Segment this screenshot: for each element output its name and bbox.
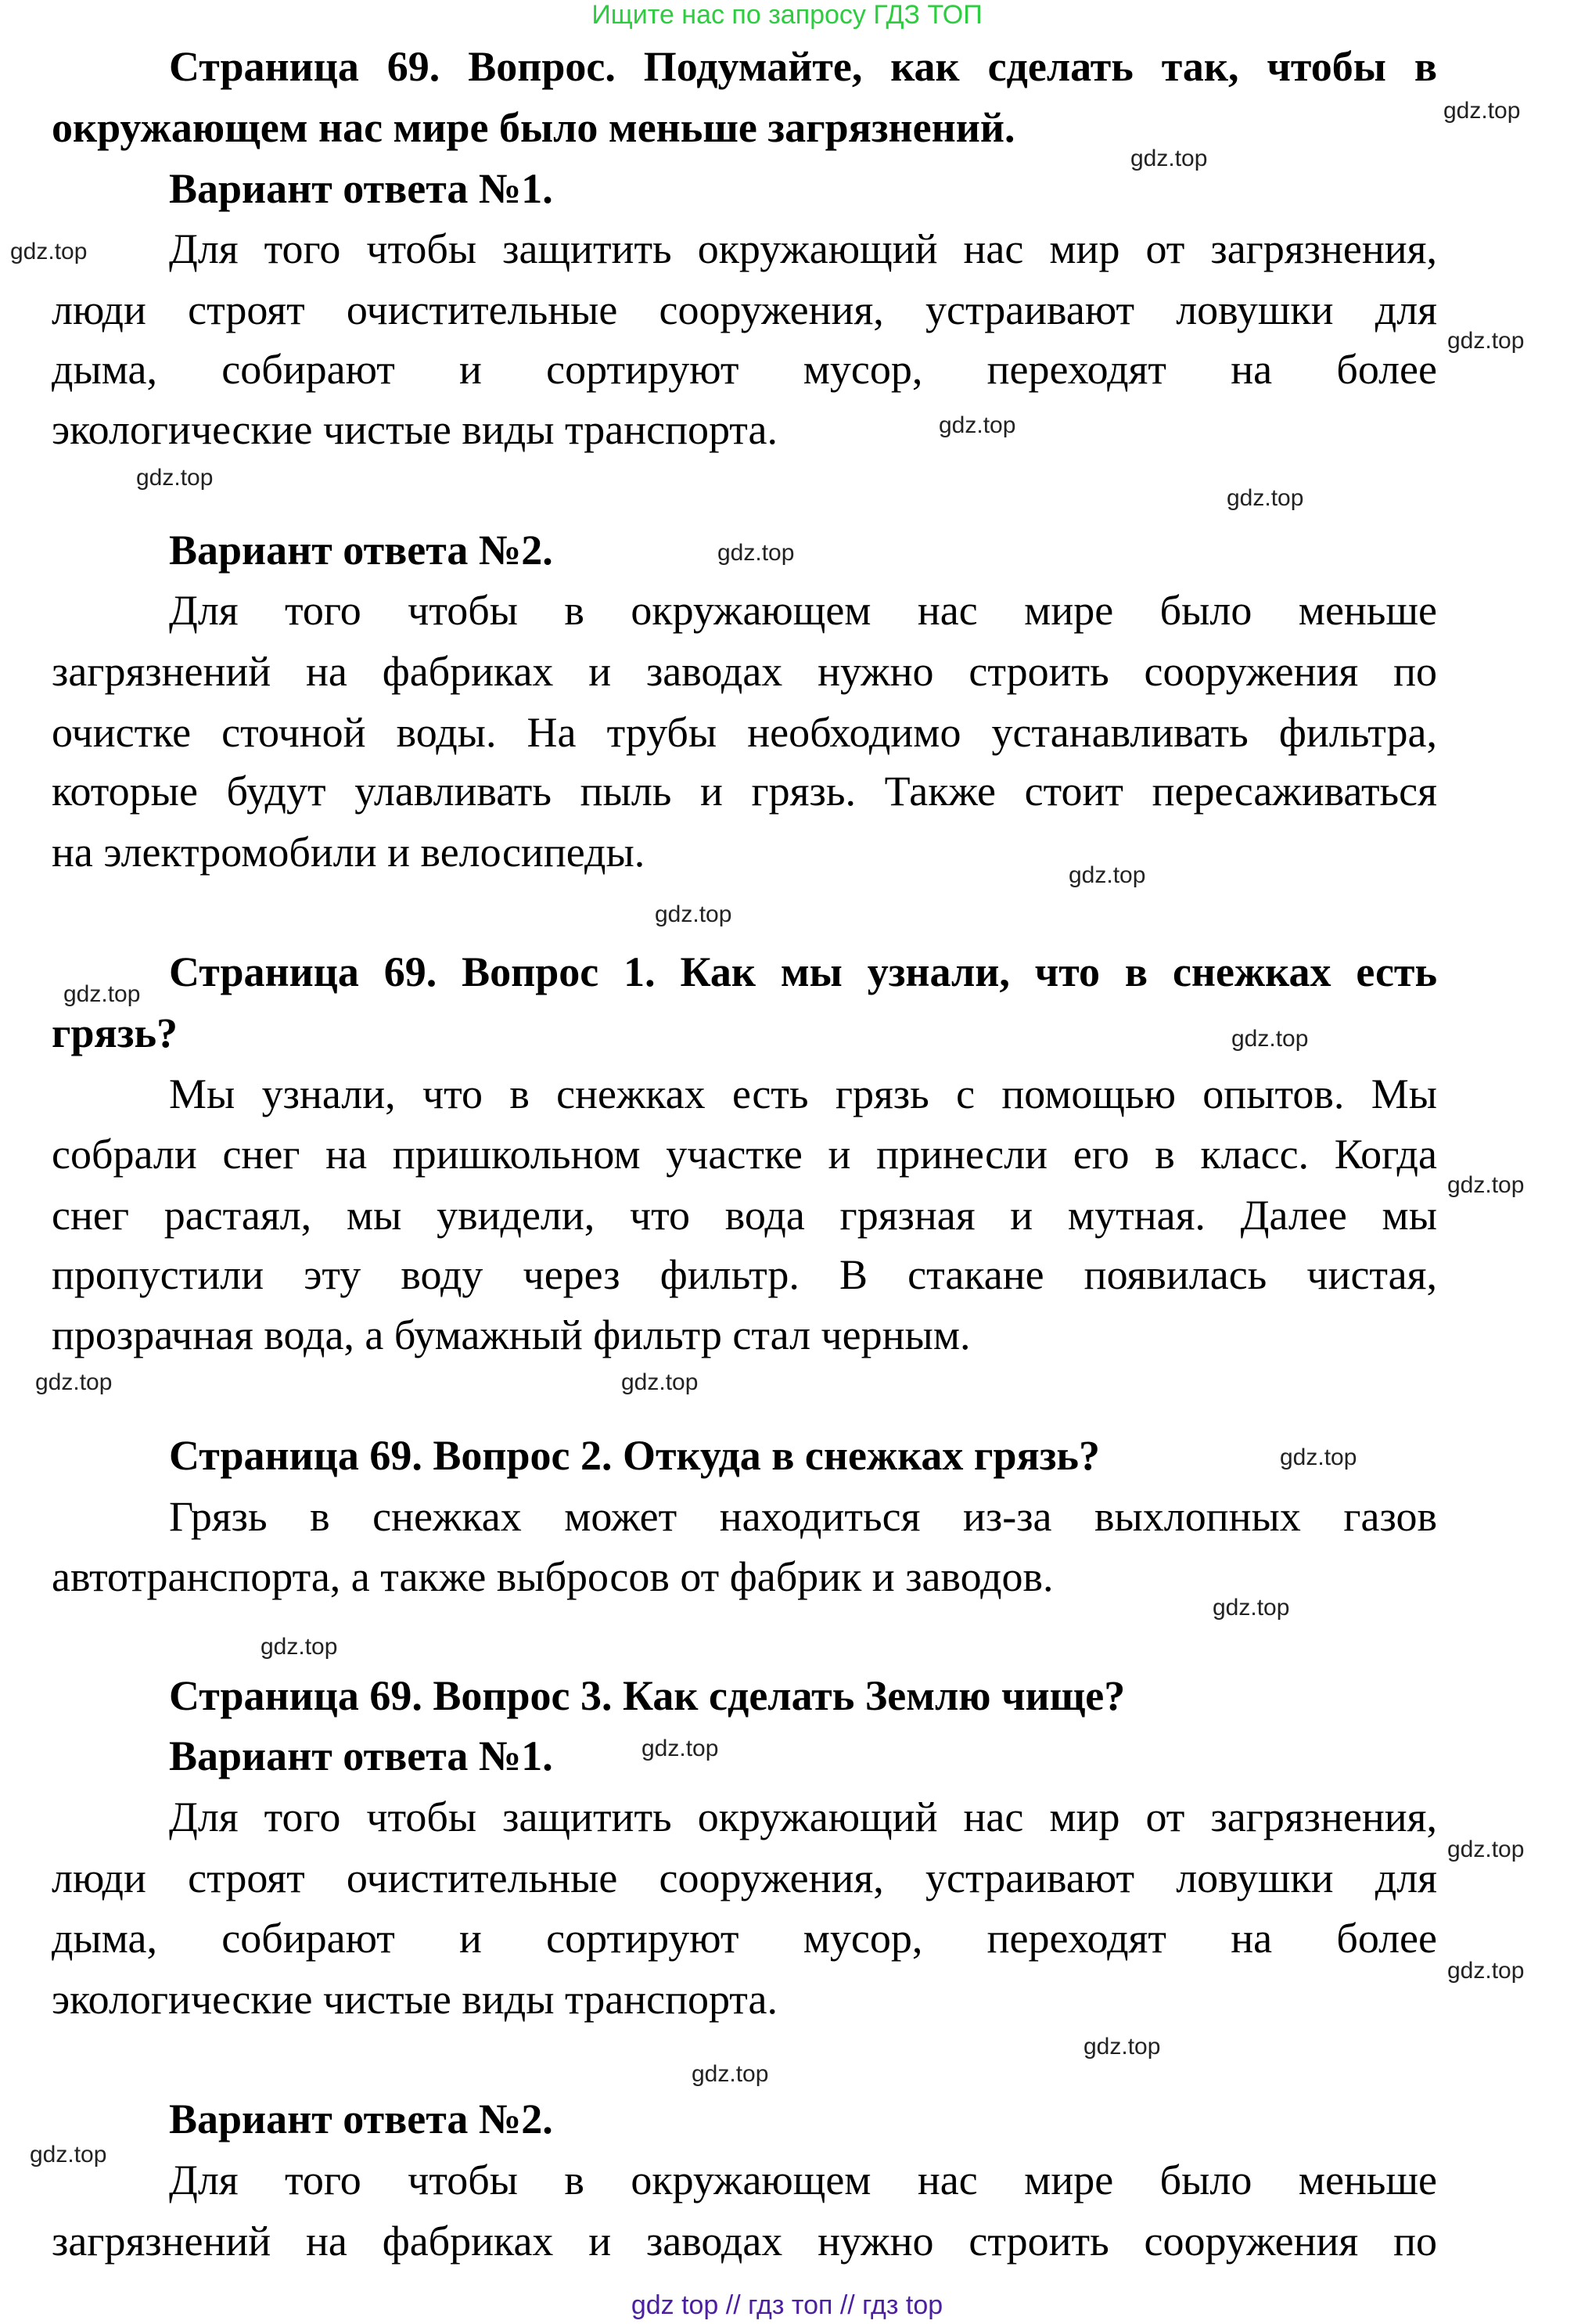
watermark: gdz.top xyxy=(1130,146,1208,171)
answer-variant-label: Вариант ответа №1. xyxy=(169,165,553,212)
watermark: gdz.top xyxy=(1069,862,1146,888)
watermark: gdz.top xyxy=(692,2061,769,2087)
search-banner[interactable]: Ищите нас по запросу ГДЗ ТОП xyxy=(591,0,983,30)
answer-line: Грязь в снежках может находиться из-за выхлопных газов xyxy=(169,1493,1437,1540)
watermark: gdz.top xyxy=(1083,2034,1161,2060)
question-title: грязь? xyxy=(52,1009,178,1056)
watermark: gdz.top xyxy=(1213,1595,1290,1621)
answer-line: экологические чистые виды транспорта. xyxy=(52,406,778,453)
answer-line: собрали снег на пришкольном участке и принесли его в класс. Когда xyxy=(52,1131,1437,1178)
answer-line: Для того чтобы защитить окружающий нас мир от загрязнения, xyxy=(169,1793,1437,1840)
answer-line: люди строят очистительные сооружения, устраивают ловушки для xyxy=(52,1855,1437,1901)
watermark: gdz.top xyxy=(10,239,88,264)
answer-line: Для того чтобы в окружающем нас мире было меньше xyxy=(169,587,1437,634)
watermark: gdz.top xyxy=(136,465,214,491)
watermark: gdz.top xyxy=(1280,1444,1357,1470)
answer-line: очистке сточной воды. На трубы необходимо устанавливать фильтра, xyxy=(52,709,1437,756)
watermark: gdz.top xyxy=(1447,1837,1525,1862)
watermark: gdz.top xyxy=(717,540,795,566)
answer-line: пропустили эту воду через фильтр. В стакане появилась чистая, xyxy=(52,1251,1437,1298)
answer-line: дыма, собирают и сортируют мусор, переходят на более xyxy=(52,1915,1437,1962)
answer-line: Для того чтобы защитить окружающий нас мир от загрязнения, xyxy=(169,225,1437,272)
answer-variant-label: Вариант ответа №1. xyxy=(169,1732,553,1779)
answer-line: снег растаял, мы увидели, что вода грязная и мутная. Далее мы xyxy=(52,1192,1437,1239)
watermark: gdz.top xyxy=(261,1634,338,1660)
answer-line: экологические чистые виды транспорта. xyxy=(52,1976,778,2023)
footer-banner[interactable]: gdz top // гдз топ // гдз top xyxy=(631,2290,943,2320)
watermark: gdz.top xyxy=(1227,485,1304,511)
answer-line: загрязнений на фабриках и заводах нужно строить сооружения по xyxy=(52,2218,1437,2265)
question-title: Страница 69. Вопрос 3. Как сделать Землю чище? xyxy=(169,1672,1126,1719)
watermark: gdz.top xyxy=(1447,328,1525,354)
answer-variant-label: Вариант ответа №2. xyxy=(169,2096,553,2142)
watermark: gdz.top xyxy=(1443,98,1521,124)
watermark: gdz.top xyxy=(30,2142,107,2168)
watermark: gdz.top xyxy=(655,901,732,927)
answer-line: на электромобили и велосипеды. xyxy=(52,829,645,876)
watermark: gdz.top xyxy=(35,1369,113,1395)
answer-line: Для того чтобы в окружающем нас мире было меньше xyxy=(169,2157,1437,2203)
answer-line: прозрачная вода, а бумажный фильтр стал черным. xyxy=(52,1311,971,1358)
watermark: gdz.top xyxy=(63,981,141,1007)
answer-line: которые будут улавливать пыль и грязь. Также стоит пересаживаться xyxy=(52,768,1437,815)
question-title: Страница 69. Вопрос. Подумайте, как сделать так, чтобы в xyxy=(169,43,1437,90)
watermark: gdz.top xyxy=(621,1369,699,1395)
watermark: gdz.top xyxy=(1231,1026,1309,1052)
answer-line: Мы узнали, что в снежках есть грязь с помощью опытов. Мы xyxy=(169,1070,1437,1117)
watermark: gdz.top xyxy=(1447,1172,1525,1198)
watermark: gdz.top xyxy=(939,412,1016,438)
question-title: Страница 69. Вопрос 1. Как мы узнали, что в снежках есть xyxy=(169,948,1437,995)
watermark: gdz.top xyxy=(641,1736,719,1761)
answer-variant-label: Вариант ответа №2. xyxy=(169,527,553,574)
answer-line: автотранспорта, а также выбросов от фабрик и заводов. xyxy=(52,1553,1054,1600)
answer-line: дыма, собирают и сортируют мусор, переходят на более xyxy=(52,346,1437,393)
answer-line: загрязнений на фабриках и заводах нужно строить сооружения по xyxy=(52,648,1437,695)
answer-line: люди строят очистительные сооружения, устраивают ловушки для xyxy=(52,286,1437,333)
question-title: окружающем нас мире было меньше загрязнений. xyxy=(52,104,1015,151)
watermark: gdz.top xyxy=(1447,1958,1525,1984)
question-title: Страница 69. Вопрос 2. Откуда в снежках грязь? xyxy=(169,1432,1100,1479)
